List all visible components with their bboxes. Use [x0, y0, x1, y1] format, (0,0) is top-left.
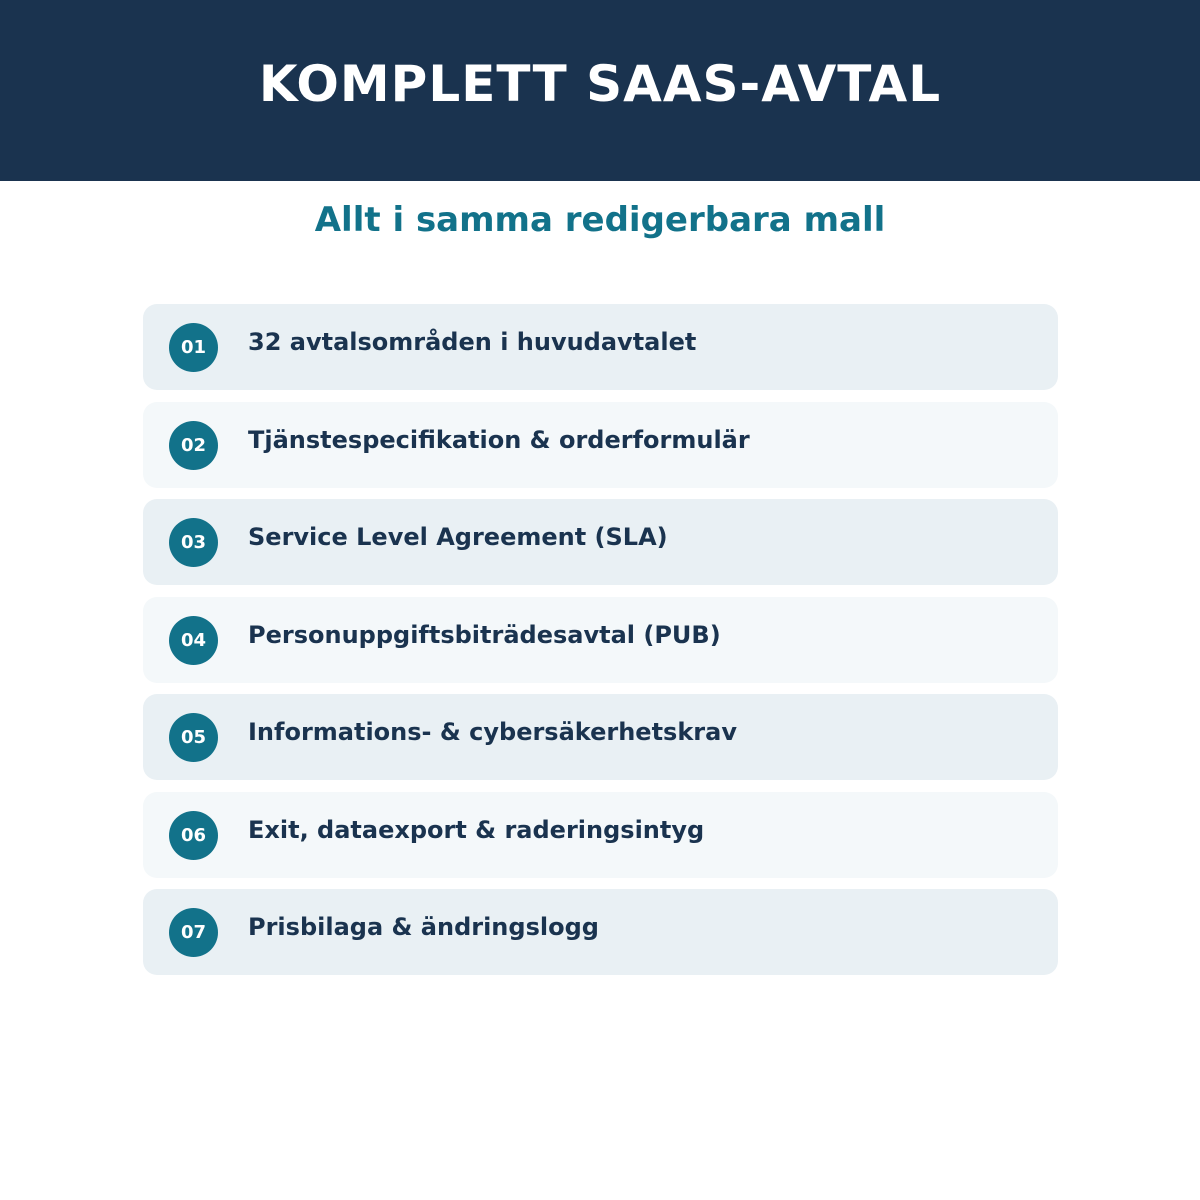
list-item-label: Informations- & cybersäkerhetskrav [248, 718, 737, 746]
list-item [143, 304, 1058, 390]
list-item [143, 499, 1058, 585]
page-title: KOMPLETT SAAS-AVTAL [258, 54, 942, 113]
list-item-label: Service Level Agreement (SLA) [248, 523, 668, 551]
feature-list [143, 304, 1058, 987]
list-item-label: Exit, dataexport & raderingsintyg [248, 815, 705, 844]
number-badge: 03 [169, 518, 218, 567]
list-item [143, 889, 1058, 975]
list-item [143, 694, 1058, 780]
list-item-label: Prisbilaga & ändringslogg [248, 913, 599, 941]
number-badge: 05 [169, 713, 218, 762]
number-badge: 02 [169, 421, 218, 470]
header-banner [0, 0, 1200, 181]
number-badge: 04 [169, 616, 218, 665]
list-item [143, 402, 1058, 488]
list-item-label: Tjänstespecifikation & orderformulär [248, 425, 750, 454]
list-item-label: 32 avtalsområden i huvudavtalet [248, 328, 697, 356]
list-item-label: Personuppgiftsbiträdesavtal (PUB) [248, 620, 721, 649]
number-badge: 01 [169, 323, 218, 372]
number-badge: 07 [169, 908, 218, 957]
subtitle: Allt i samma redigerbara mall [314, 200, 886, 240]
list-item [143, 597, 1058, 683]
number-badge: 06 [169, 811, 218, 860]
list-item [143, 792, 1058, 878]
